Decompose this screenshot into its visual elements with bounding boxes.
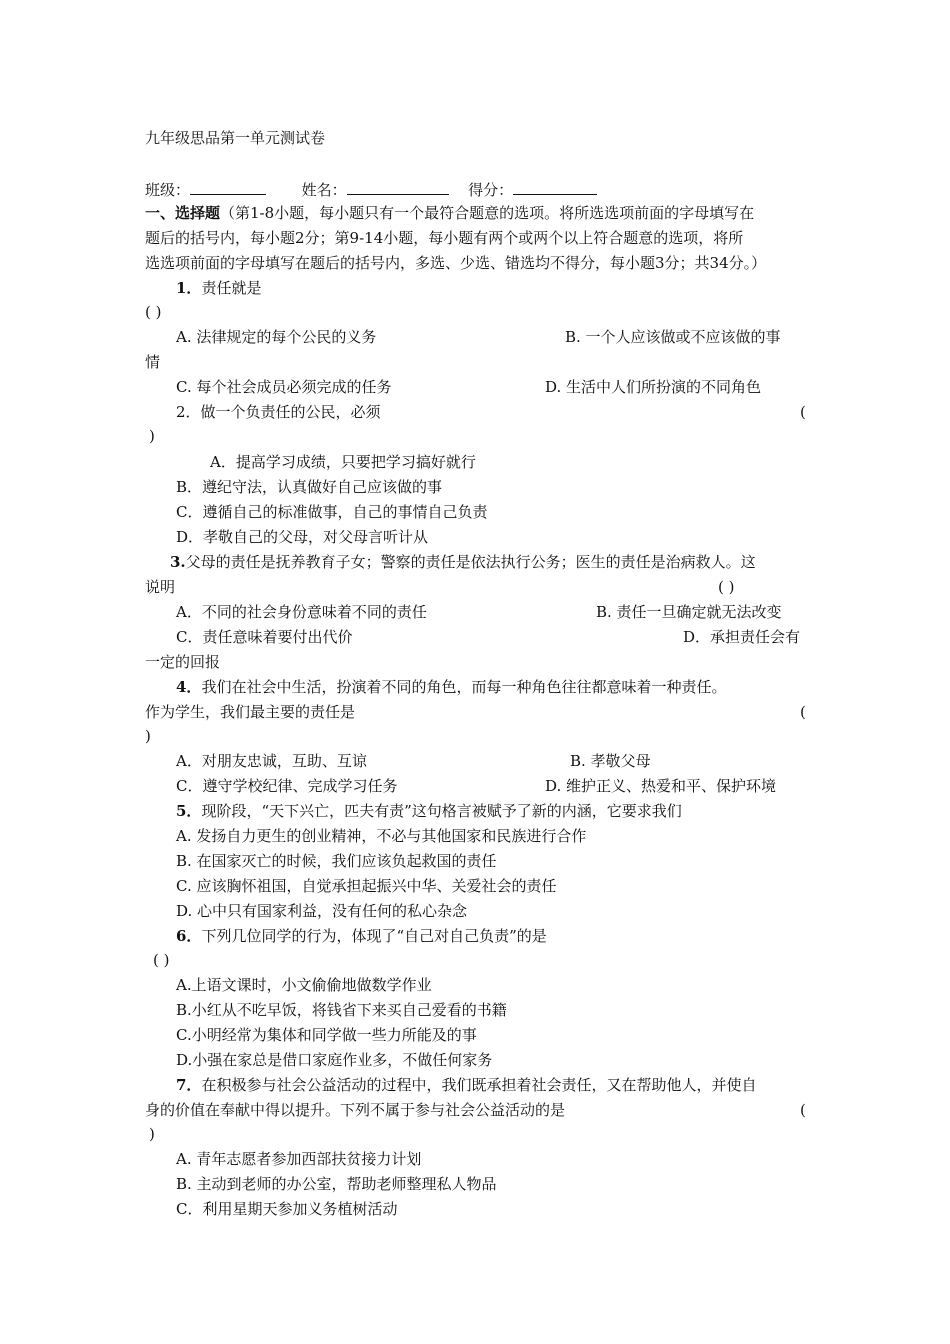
q6-option-b: B.小红从不吃早饭，将钱省下来买自己爱看的书籍 [176, 1001, 507, 1019]
q5-option-d: D. 心中只有国家利益，没有任何的私心杂念 [176, 902, 468, 920]
answer-bracket-7-close: ) [149, 1125, 155, 1143]
q4-option-b: B. 孝敬父母 [570, 752, 651, 770]
q6-option-c: C.小明经常为集体和同学做一些力所能及的事 [176, 1026, 477, 1044]
question-2-stem: 2．做一个负责任的公民，必须 [176, 403, 381, 421]
q1-option-b-cont: 情 [145, 353, 161, 371]
question-1-stem: 1．责任就是 [176, 279, 262, 297]
answer-bracket-2-close: ) [149, 427, 155, 445]
q4-option-a: A．对朋友忠诚，互助、互谅 [176, 752, 367, 770]
question-4-stem-cont: 作为学生，我们最主要的责任是 [145, 703, 356, 721]
question-6-stem: 6．下列几位同学的行为，体现了“自己对自己负责”的是 [176, 927, 547, 945]
header-fields [145, 178, 597, 200]
name-blank[interactable] [347, 178, 449, 195]
answer-bracket-2-open: ( [800, 403, 806, 421]
q4-option-d: D. 维护正义、热爱和平、保护环境 [545, 777, 777, 795]
answer-bracket-6: ( ) [153, 951, 170, 969]
question-7-stem-cont: 身的价值在奉献中得以提升。下列不属于参与社会公益活动的是 [145, 1101, 566, 1119]
answer-bracket-1: ( ) [145, 303, 162, 321]
answer-bracket-4-close: ) [145, 727, 151, 745]
score-blank[interactable] [513, 178, 597, 195]
q2-option-b: B．遵纪守法，认真做好自己应该做的事 [176, 478, 443, 496]
q3-option-c: C．责任意味着要付出代价 [176, 628, 353, 646]
question-4-stem: 4．我们在社会中生活，扮演着不同的角色，而每一种角色往往都意味着一种责任。 [176, 678, 727, 696]
q5-option-c: C. 应该胸怀祖国，自觉承担起振兴中华、关爱社会的责任 [176, 877, 557, 895]
section-heading: 一、选择题 [145, 204, 221, 222]
question-3-stem-cont: 说明 [145, 578, 176, 596]
answer-bracket-3: ( ) [718, 578, 735, 596]
q5-option-a: A. 发扬自力更生的创业精神，不必与其他国家和民族进行合作 [176, 827, 587, 845]
class-blank[interactable] [190, 178, 266, 195]
q3-option-d-cont: 一定的回报 [145, 653, 221, 671]
q6-option-a: A.上语文课时，小文偷偷地做数学作业 [176, 976, 432, 994]
q4-option-c: C．遵守学校纪律、完成学习任务 [176, 777, 398, 795]
name-label: 姓名： [301, 181, 347, 199]
q7-option-b: B. 主动到老师的办公室，帮助老师整理私人物品 [176, 1175, 497, 1193]
q2-option-a: A．提高学习成绩，只要把学习搞好就行 [210, 453, 476, 471]
section-instructions-line2: 题后的括号内，每小题2分；第9-14小题，每小题有两个或两个以上符合题意的选项，将所 [145, 229, 744, 247]
q3-option-d: D．承担责任会有 [683, 628, 801, 646]
q2-option-c: C．遵循自己的标准做事，自己的事情自己负责 [176, 503, 488, 521]
question-5-stem: 5．现阶段，“天下兴亡，匹夫有责”这句格言被赋予了新的内涵，它要求我们 [176, 802, 682, 820]
class-label: 班级： [145, 181, 191, 199]
q1-option-b: B. 一个人应该做或不应该做的事 [565, 328, 781, 346]
question-7-stem: 7．在积极参与社会公益活动的过程中，我们既承担着社会责任，又在帮助他人，并使自 [176, 1076, 757, 1094]
q1-option-c: C. 每个社会成员必须完成的任务 [176, 378, 392, 396]
q3-option-a: A．不同的社会身份意味着不同的责任 [176, 603, 427, 621]
q1-option-a: A. 法律规定的每个公民的义务 [176, 328, 377, 346]
q5-option-b: B. 在国家灭亡的时候，我们应该负起救国的责任 [176, 852, 497, 870]
score-label: 得分： [468, 181, 514, 199]
section-instructions-line3: 选选项前面的字母填写在题后的括号内，多选、少选、错选均不得分，每小题3分；共34分。） [145, 254, 767, 272]
q6-option-d: D.小强在家总是借口家庭作业多，不做任何家务 [176, 1051, 493, 1069]
q7-option-a: A. 青年志愿者参加西部扶贫接力计划 [176, 1150, 422, 1168]
q3-option-b: B. 责任一旦确定就无法改变 [596, 603, 782, 621]
answer-bracket-7-open: ( [800, 1101, 806, 1119]
q1-option-d: D. 生活中人们所扮演的不同角色 [545, 378, 762, 396]
section-instructions: 一、选择题（第1-8小题，每小题只有一个最符合题意的选项。将所选选项前面的字母填写在 [145, 204, 755, 222]
q2-option-d: D．孝敬自己的父母，对父母言听计从 [176, 528, 429, 546]
answer-bracket-4-open: ( [800, 703, 806, 721]
page-title: 九年级思品第一单元测试卷 [145, 129, 326, 147]
q7-option-c: C．利用星期天参加义务植树活动 [176, 1200, 398, 1218]
question-3-stem: 3.父母的责任是抚养教育子女；警察的责任是依法执行公务；医生的责任是治病救人。这 [170, 553, 756, 571]
